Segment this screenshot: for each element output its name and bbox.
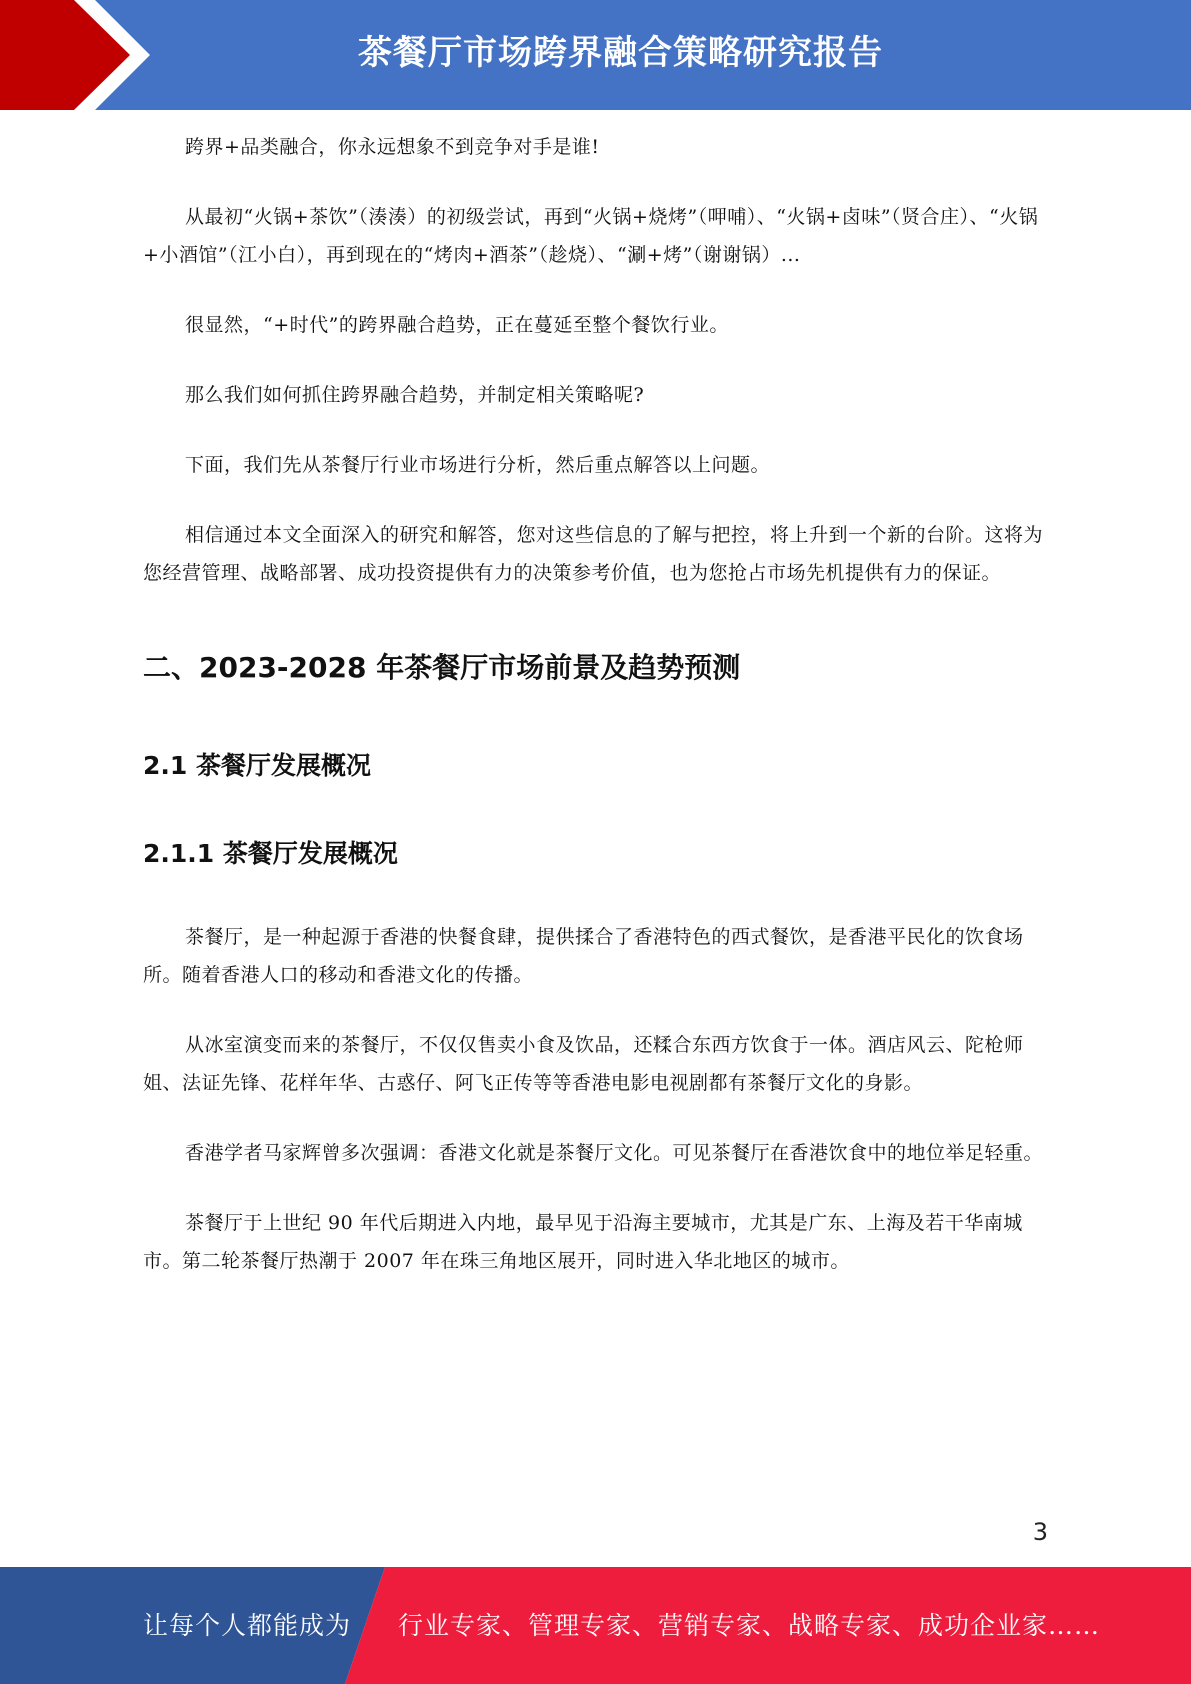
body-paragraph: 茶餐厅，是一种起源于香港的快餐食肆，提供揉合了香港特色的西式餐饮，是香港平民化的饮食场所。随着香港人口的移动和香港文化的传播。 [143, 926, 1024, 986]
subsubsection-heading: 2.1.1 茶餐厅发展概况 [143, 839, 398, 868]
section-heading: 二、2023-2028 年茶餐厅市场前景及趋势预测 [143, 651, 741, 684]
intro-paragraph: 那么我们如何抓住跨界融合趋势，并制定相关策略呢? [185, 384, 645, 406]
footer-slogan-right: 行业专家、管理专家、营销专家、战略专家、成功企业家…… [398, 1611, 1101, 1640]
footer-slogan-left: 让每个人都能成为 [143, 1611, 352, 1640]
subsection-heading: 2.1 茶餐厅发展概况 [143, 751, 371, 780]
document-body [143, 128, 1048, 1312]
intro-paragraph: 从最初“火锅+茶饮”（湊湊）的初级尝试，再到“火锅+烧烤”（呷哺）、“火锅+卤味”（贤合庄）、“火锅+小酒馆”（江小白），再到现在的“烤肉+酒茶”（趁烧）、“涮+烤”（谢谢锅）... [143, 206, 1039, 266]
report-title: 茶餐厅市场跨界融合策略研究报告 [358, 33, 883, 73]
body-paragraph: 香港学者马家辉曾多次强调：香港文化就是茶餐厅文化。可见茶餐厅在香港饮食中的地位举足轻重。 [185, 1142, 1044, 1164]
chevron-decoration-icon [0, 0, 150, 110]
header-bar [0, 0, 1191, 110]
intro-paragraph: 相信通过本文全面深入的研究和解答，您对这些信息的了解与把控，将上升到一个新的台阶。这将为您经营管理、战略部署、成功投资提供有力的决策参考价值，也为您抢占市场先机提供有力的保证。 [143, 524, 1044, 584]
intro-paragraph: 下面，我们先从茶餐厅行业市场进行分析，然后重点解答以上问题。 [185, 454, 771, 476]
body-paragraph: 茶餐厅于上世纪 90 年代后期进入内地，最早见于沿海主要城市，尤其是广东、上海及若干华南城市。第二轮茶餐厅热潮于 2007 年在珠三角地区展开，同时进入华北地区的城市。 [143, 1212, 1023, 1272]
intro-paragraph: 跨界+品类融合，你永远想象不到竞争对手是谁! [185, 136, 600, 158]
intro-paragraph: 很显然，“+时代”的跨界融合趋势，正在蔓延至整个餐饮行业。 [185, 314, 729, 336]
body-paragraph: 从冰室演变而来的茶餐厅，不仅仅售卖小食及饮品，还糅合东西方饮食于一体。酒店风云、陀枪师姐、法证先锋、花样年华、古惑仔、阿飞正传等等香港电影电视剧都有茶餐厅文化的身影。 [143, 1034, 1024, 1094]
page-number: 3 [1032, 1518, 1048, 1546]
footer-banner [0, 1567, 1191, 1684]
